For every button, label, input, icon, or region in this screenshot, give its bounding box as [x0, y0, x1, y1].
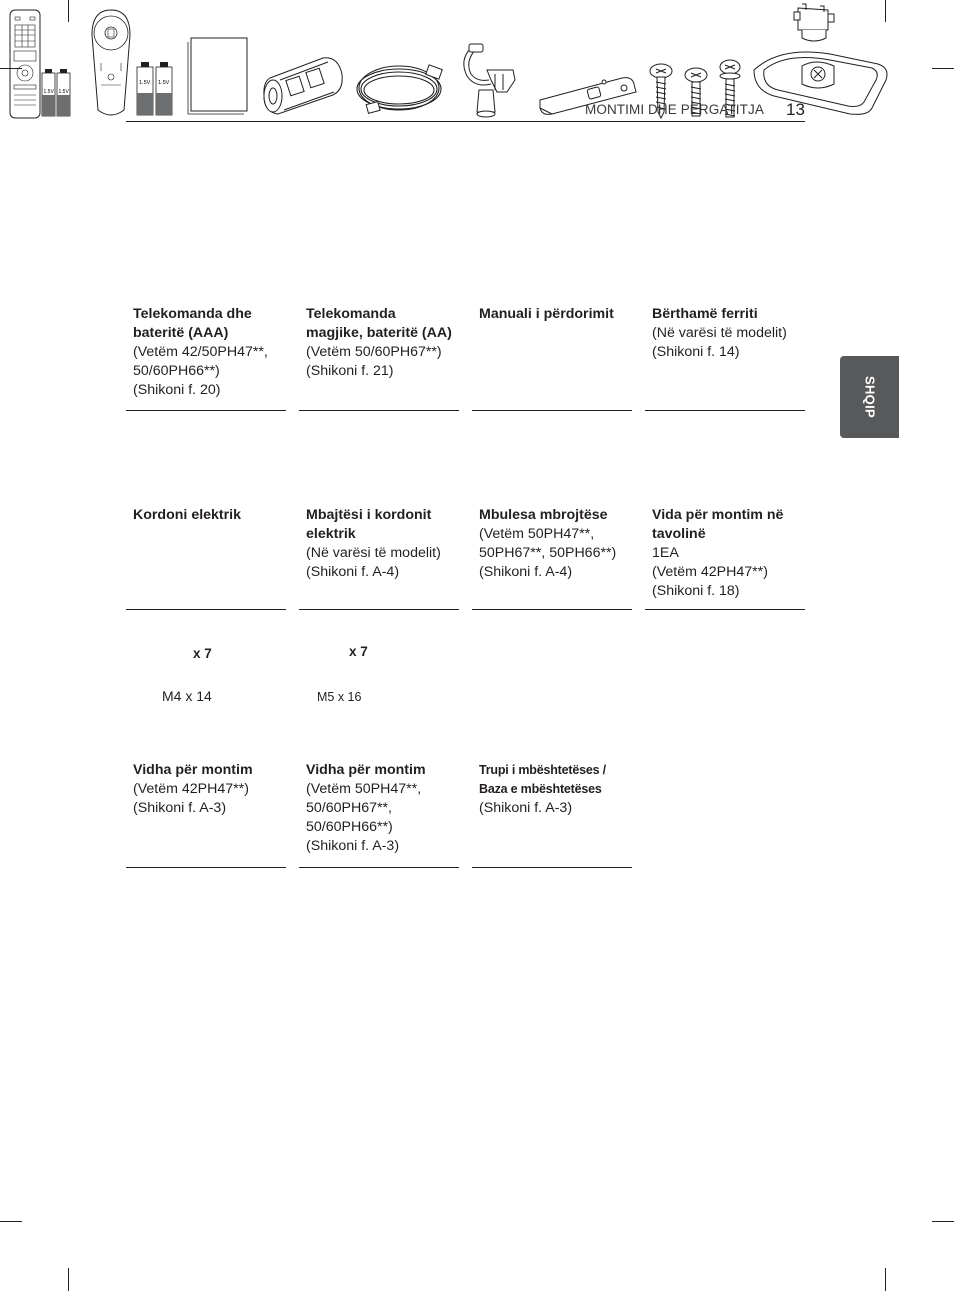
magic-remote-image	[84, 5, 179, 120]
item-title: Mbulesa mbrojtëse	[479, 507, 608, 523]
screw-size-label: M5 x 16	[317, 690, 362, 704]
row-divider	[299, 867, 459, 868]
item-m5-screws	[306, 761, 461, 856]
item-title: Vidha për montim	[306, 762, 426, 778]
item-title: Telekomanda	[306, 306, 396, 322]
stand-base-image	[750, 0, 895, 120]
row-divider	[472, 609, 632, 610]
row-divider	[472, 867, 632, 868]
item-note: (Shikoni f. 20)	[133, 382, 221, 398]
item-note: (Vetëm 42PH47**)	[133, 781, 249, 797]
row-divider	[299, 609, 459, 610]
crop-mark	[68, 0, 69, 22]
item-title: Kordoni elektrik	[133, 507, 242, 523]
item-title: Trupi i mbështetëses /	[479, 763, 606, 777]
item-title: elektrik	[306, 526, 356, 542]
page-number: 13	[786, 100, 805, 119]
item-note: (Shikoni f. A-4)	[479, 564, 573, 580]
item-stand-base	[479, 761, 634, 818]
item-title: Vidha për montim	[133, 762, 253, 778]
item-m4-screws	[133, 761, 283, 818]
item-note: (Shikoni f. A-4)	[306, 564, 400, 580]
crop-mark	[932, 68, 954, 69]
item-protection-cover	[479, 506, 634, 582]
crop-mark	[0, 68, 22, 69]
remote-control-image	[0, 5, 80, 120]
item-cord-holder	[306, 506, 461, 582]
item-manual	[479, 305, 629, 324]
item-power-cord	[133, 506, 283, 525]
cord-holder-image	[457, 40, 527, 120]
item-ferrite-core	[652, 305, 802, 362]
ferrite-core-image	[258, 50, 348, 120]
item-note: (Shikoni f. A-3)	[133, 800, 227, 816]
manual-book-icon	[184, 35, 254, 120]
item-note: (Shikoni f. 14)	[652, 344, 740, 360]
item-note: (Shikoni f. 21)	[306, 363, 394, 379]
row-divider	[126, 410, 286, 411]
language-tab-label: SHQIP	[862, 376, 877, 418]
item-title: bateritë (AAA)	[133, 325, 229, 341]
item-note: 50/60PH67**,	[306, 800, 392, 816]
section-title: MONTIMI DHE PËRGATITJA	[585, 102, 764, 117]
row-divider	[645, 609, 805, 610]
item-note: (Vetëm 50PH47**,	[306, 781, 422, 797]
item-title: tavolinë	[652, 526, 706, 542]
item-note: (Vetëm 42PH47**)	[652, 564, 768, 580]
item-note: (Shikoni f. 18)	[652, 583, 740, 599]
language-tab	[840, 356, 899, 438]
row-divider	[299, 410, 459, 411]
item-title: Manuali i përdorimit	[479, 306, 614, 322]
screw-size-label: M4 x 14	[162, 688, 212, 704]
crop-mark	[885, 0, 886, 22]
item-note: (Në varësi të modelit)	[652, 325, 787, 341]
battery-label: 1.5V	[43, 89, 54, 95]
item-note: 50/60PH66**)	[133, 363, 220, 379]
battery-label: 1.5V	[158, 80, 170, 86]
crop-mark	[0, 1221, 22, 1222]
item-note: (Vetëm 50PH47**,	[479, 526, 595, 542]
quantity-label: x 7	[193, 646, 212, 661]
item-title: Telekomanda dhe	[133, 306, 252, 322]
crop-mark	[885, 1268, 886, 1291]
item-note: (Shikoni f. A-3)	[306, 838, 400, 854]
item-title: Bërthamë ferriti	[652, 306, 758, 322]
item-note: (Vetëm 42/50PH47**,	[133, 344, 268, 360]
item-note: 50/60PH66**)	[306, 819, 393, 835]
header-divider	[126, 121, 805, 122]
item-magic-remote	[306, 305, 461, 381]
item-title: Baza e mbështetëses	[479, 782, 602, 796]
row-divider	[472, 410, 632, 411]
quantity-label: x 7	[349, 644, 368, 659]
item-note: (Vetëm 50/60PH67**)	[306, 344, 442, 360]
item-title: Vida për montim në	[652, 507, 784, 523]
battery-label: 1.5V	[139, 80, 151, 86]
power-cord-image	[353, 55, 453, 120]
item-note: 50PH67**, 50PH66**)	[479, 545, 617, 561]
item-desk-screw	[652, 506, 802, 601]
item-note: (Në varësi të modelit)	[306, 545, 441, 561]
row-divider	[645, 410, 805, 411]
row-divider	[126, 867, 286, 868]
item-title: Mbajtësi i kordonit	[306, 507, 432, 523]
crop-mark	[932, 1221, 954, 1222]
row-divider	[126, 609, 286, 610]
item-title: magjike, bateritë (AA)	[306, 325, 452, 341]
battery-label: 1.5V	[58, 89, 69, 95]
item-note: 1EA	[652, 545, 679, 561]
crop-mark	[68, 1268, 69, 1291]
item-note: (Shikoni f. A-3)	[479, 800, 573, 816]
item-remote-aaa	[133, 305, 283, 400]
